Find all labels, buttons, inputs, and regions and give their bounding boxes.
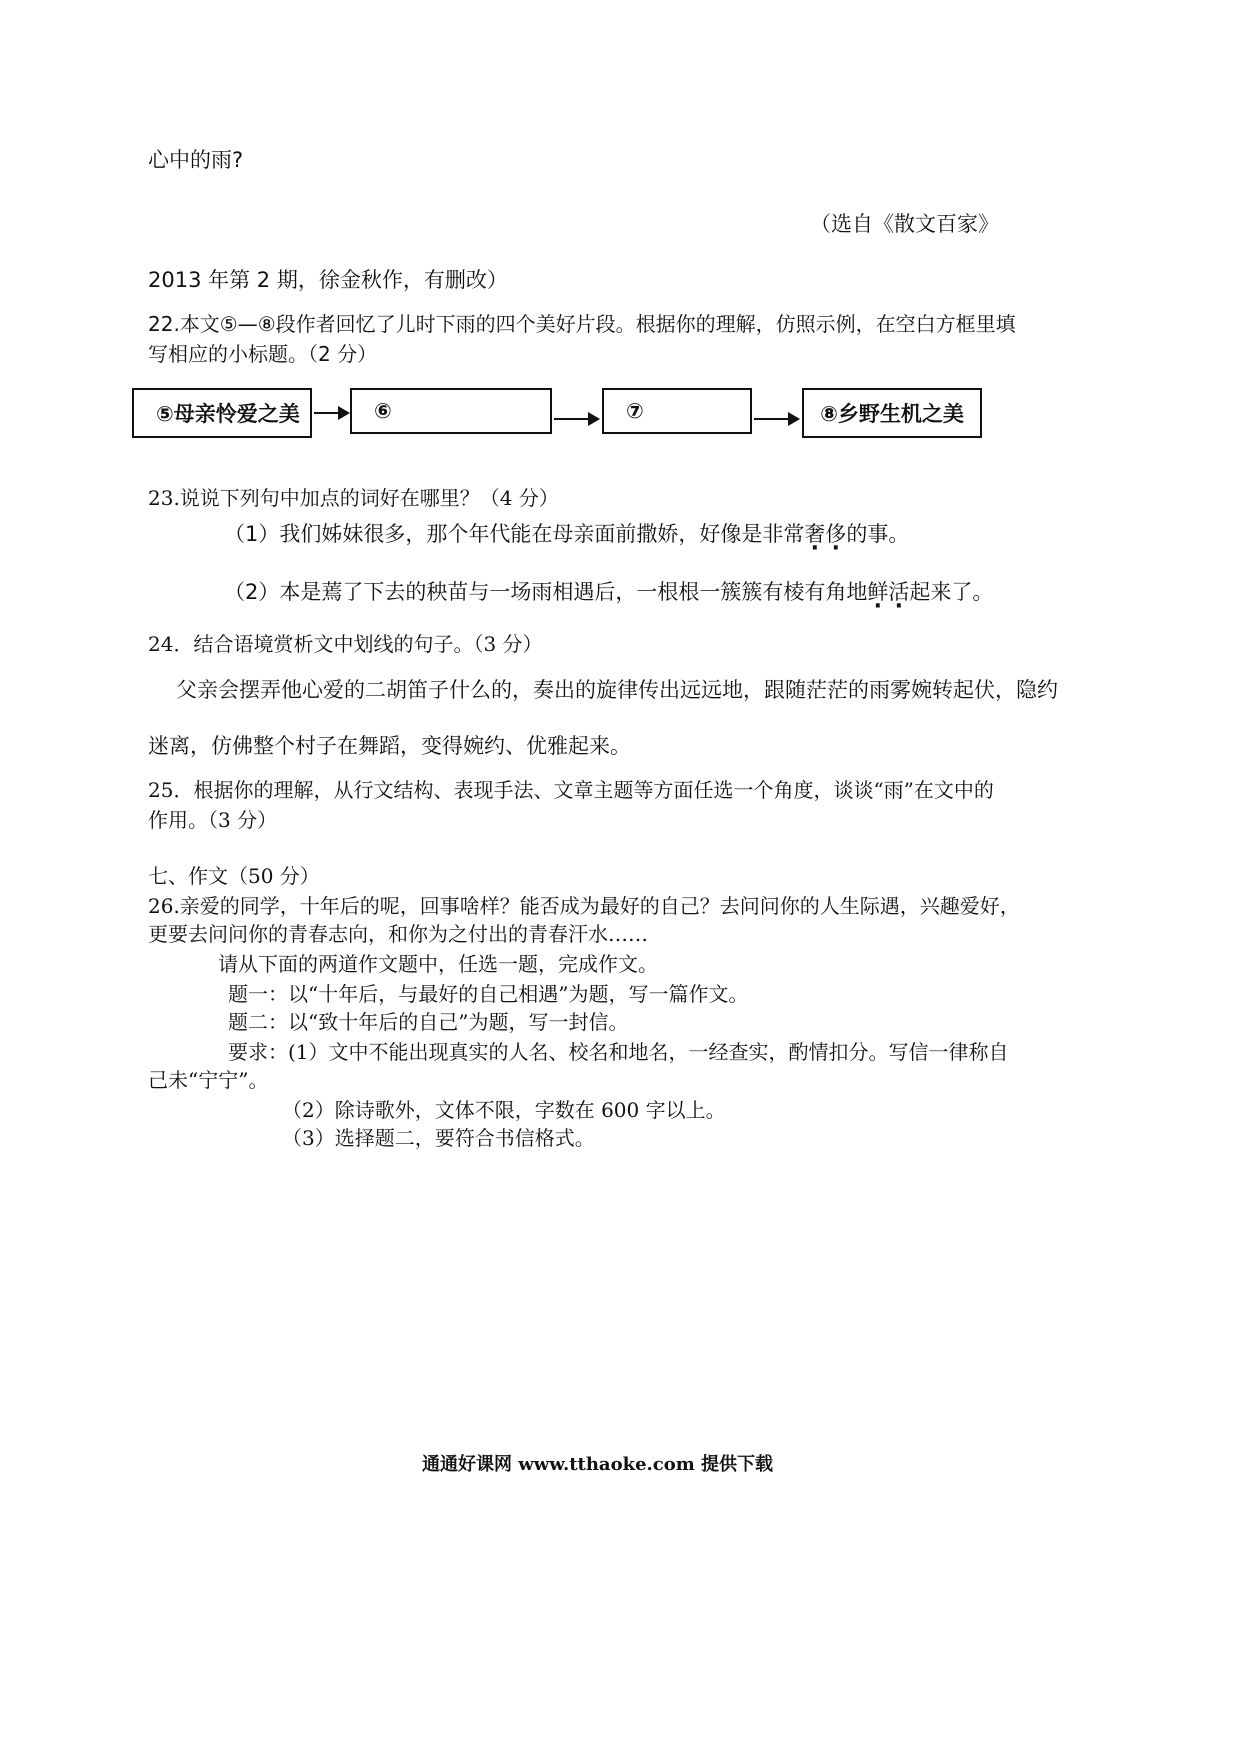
sentence-text: （2）本是蔫了下去的秧苗与一场雨相遇后，一根根一簇簇有棱有角地 — [224, 580, 868, 604]
topic-2: 题二：以“致十年后的自己”为题，写一封信。 — [228, 1010, 629, 1034]
flow-box-8: ⑧乡野生机之美 — [802, 388, 982, 438]
q24-quote-line2: 迷离，仿佛整个村子在舞蹈，变得婉约、优雅起来。 — [148, 734, 631, 758]
q24-title: 24．结合语境赏析文中划线的句子。（3 分） — [148, 632, 543, 656]
dotted-char: 奢 — [804, 522, 826, 546]
q26-line2: 更要去问问你的青春志向，和你为之付出的青春汗水…… — [148, 922, 648, 946]
q22-line2: 写相应的小标题。（2 分） — [148, 342, 378, 366]
flow-box-7: ⑦ — [602, 388, 752, 434]
q24-quote-line1: 父亲会摆弄他心爱的二胡笛子什么的，奏出的旋律传出远远地，跟随茫茫的雨雾婉转起伏，隐约 — [176, 678, 1058, 702]
q23-sentence-2 — [224, 580, 993, 605]
dotted-char: 活 — [888, 580, 910, 604]
q25-line1: 25．根据你的理解，从行文结构、表现手法、文章主题等方面任选一个角度，谈谈“雨”在文中的 — [148, 778, 994, 802]
q23-title: 23.说说下列句中加点的词好在哪里？（4 分） — [148, 486, 559, 510]
dotted-char: 鲜 — [867, 580, 889, 604]
requirement-1-cont: 己未“宁宁”。 — [148, 1068, 269, 1092]
requirement-3: （3）选择题二，要符合书信格式。 — [282, 1126, 595, 1150]
q23-sentence-1 — [224, 522, 909, 547]
sentence-text: （1）我们姊妹很多，那个年代能在母亲面前撒娇，好像是非常 — [224, 522, 805, 546]
q26-line1: 26.亲爱的同学，十年后的呢，回事啥样？能否成为最好的自己？去问问你的人生际遇，兴趣爱好， — [148, 894, 1020, 918]
requirement-1: 要求：(1）文中不能出现真实的人名、校名和地名，一经查实，酌情扣分。写信一律称自 — [228, 1040, 1009, 1064]
source-note-cont: 2013 年第 2 期，徐金秋作，有删改） — [148, 268, 508, 292]
page-footer: 通通好课网 www.tthaoke.com 提供下载 — [422, 1454, 774, 1475]
flow-arrow — [314, 412, 348, 414]
flow-box-6: ⑥ — [350, 388, 552, 434]
section-title: 七、作文（50 分） — [148, 864, 320, 888]
text-line: 心中的雨? — [148, 148, 244, 172]
sentence-text: 起来了。 — [909, 580, 994, 604]
flow-arrow — [754, 418, 798, 420]
instruction: 请从下面的两道作文题中，任选一题，完成作文。 — [218, 952, 658, 976]
q22-line1: 22.本文⑤—⑧段作者回忆了儿时下雨的四个美好片段。根据你的理解，仿照示例，在空白方框里填 — [148, 312, 1016, 336]
sentence-text: 的事。 — [846, 522, 910, 546]
topic-1: 题一：以“十年后，与最好的自己相遇”为题，写一篇作文。 — [228, 982, 749, 1006]
flow-arrow — [554, 418, 598, 420]
q25-line2: 作用。（3 分） — [148, 808, 278, 832]
flow-box-5: ⑤母亲怜爱之美 — [132, 388, 312, 438]
dotted-char: 侈 — [825, 522, 847, 546]
source-note: （选自《散文百家》 — [810, 212, 999, 236]
requirement-2: （2）除诗歌外，文体不限，字数在 600 字以上。 — [282, 1098, 726, 1122]
